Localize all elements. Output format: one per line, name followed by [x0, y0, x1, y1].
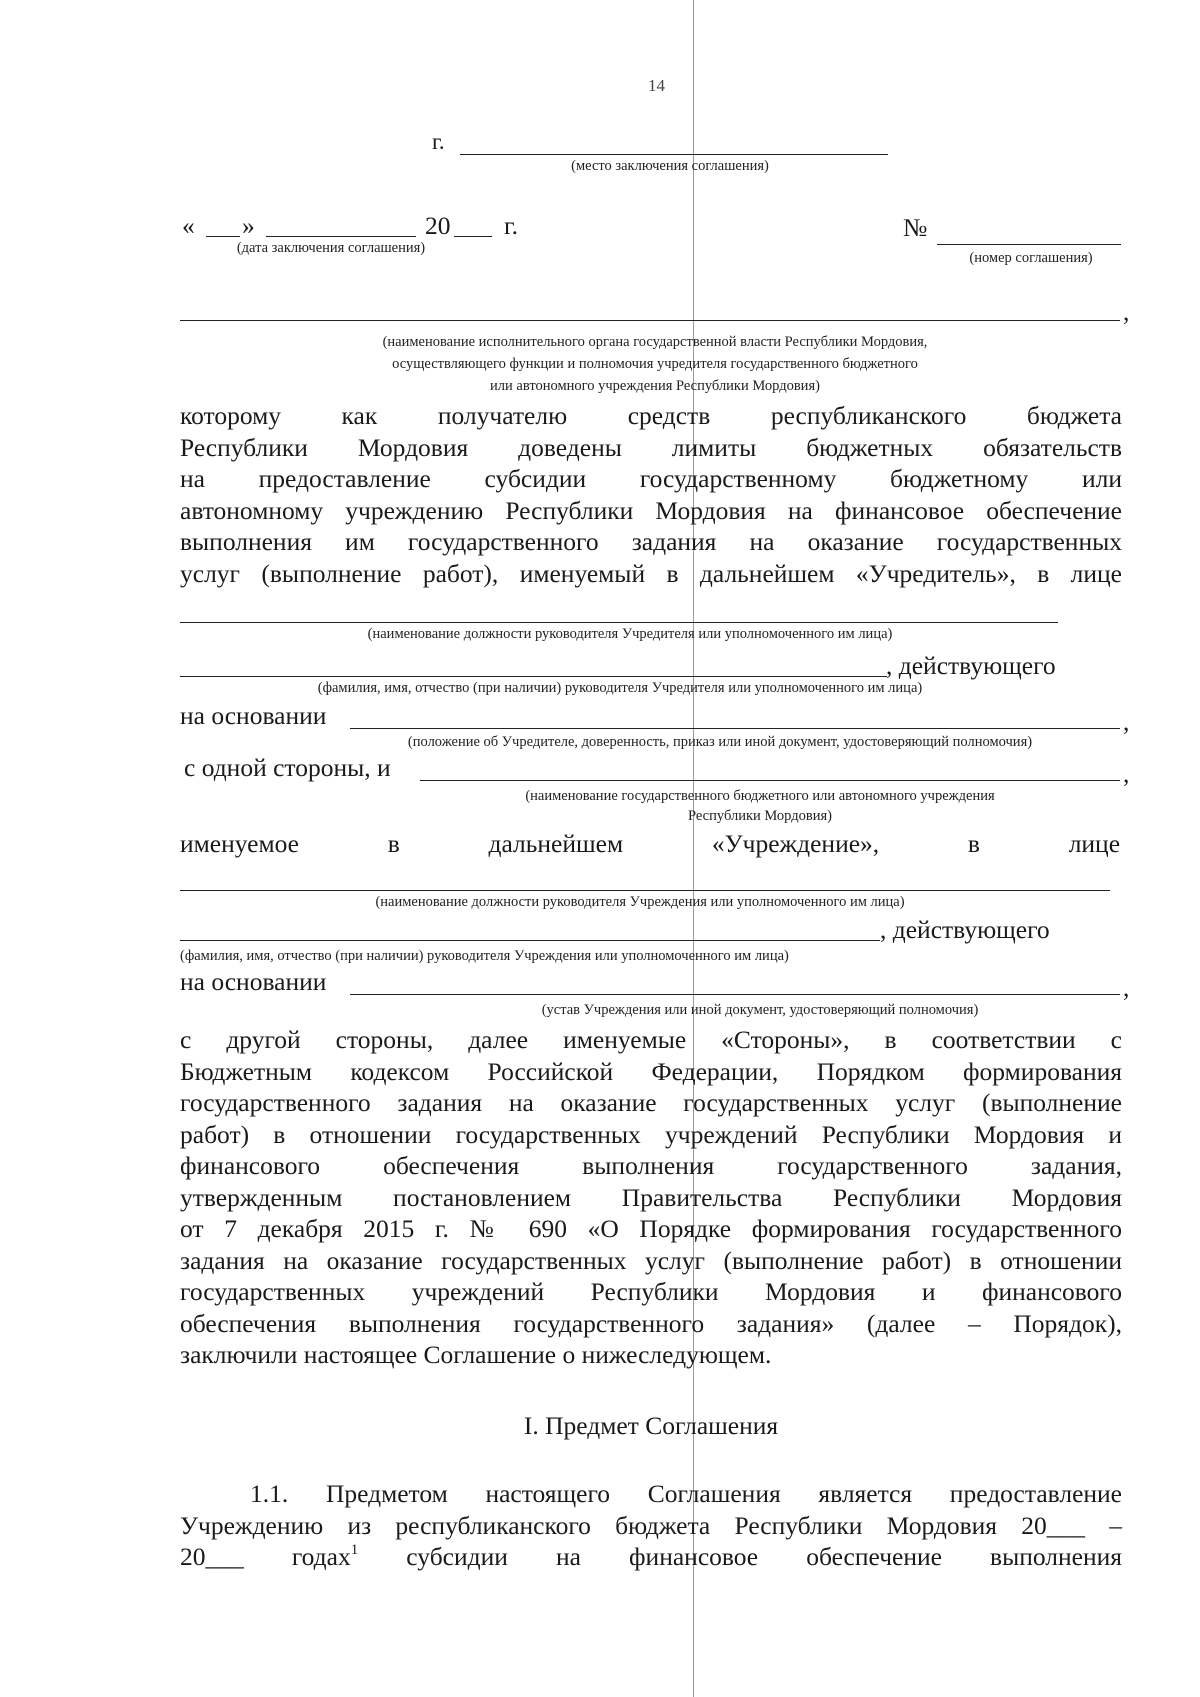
institution-name-caption: (фамилия, имя, отчество (при наличии) руководителя Учреждения или уполномоченного им лица) [180, 948, 789, 964]
text-line: задания на оказание государственных услуг (выполнение работ) в отношении [180, 1245, 1122, 1275]
place-caption: (место заключения соглашения) [571, 158, 769, 174]
founder-authority-caption-1: (наименование исполнительного органа государственной власти Республики Мордовия, [382, 334, 928, 350]
section-title: I. Предмет Соглашения [523, 1411, 779, 1440]
city-prefix: г. [432, 129, 445, 154]
founder-authority-caption-2: осуществляющего функции и полномочия учредителя государственного бюджетного [392, 356, 918, 372]
text-line: выполнения им государственного задания на оказание государственных [180, 527, 1122, 556]
text-line: 1.1. Предметом настоящего Соглашения является предоставление [250, 1479, 1122, 1508]
date-year-line [454, 236, 492, 237]
founder-authority-line [180, 320, 1120, 321]
text-line: от 7 декабря 2015 г. № 690 «О Порядке формирования государственного [180, 1214, 1122, 1243]
founder-name-line [180, 676, 887, 677]
institution-position-caption: (наименование должности руководителя Учреждения или уполномоченного им лица) [375, 894, 905, 910]
institution-head-name-line [180, 940, 880, 941]
text-line: Республики Мордовия доведены лимиты бюджетных обязательств [180, 432, 1122, 462]
text-line: которому как получателю средств республиканского бюджета [180, 401, 1122, 430]
text-line: государственных учреждений Республики Мордовия и финансового [180, 1277, 1122, 1306]
footnote-mark: 1 [350, 1542, 359, 1558]
founder-name-caption: (фамилия, имя, отчество (при наличии) руководителя Учредителя или уполномоченного им лица) [317, 680, 923, 696]
founder-basis-caption: (положение об Учредителе, доверенность, приказ или иной документ, удостоверяющий полномочия) [407, 734, 1033, 750]
text-line: работ) в отношении государственных учреждений Республики Мордовия и [180, 1119, 1122, 1149]
text-line: государственного задания на оказание государственных услуг (выполнение [180, 1088, 1122, 1117]
institution-acting-text: , действующего [880, 915, 1050, 944]
institution-caption-2: Республики Мордовия) [688, 808, 832, 824]
date-close-quote: » [242, 211, 255, 240]
place-line [460, 154, 888, 155]
text-word: лице [1068, 829, 1121, 858]
text-line: финансового обеспечения выполнения государственного задания, [180, 1151, 1122, 1180]
institution-name-comma: , [1123, 759, 1130, 788]
text-line: Учреждению из республиканского бюджета Республики Мордовия 20___ – [180, 1510, 1122, 1540]
founder-position-line [180, 622, 1058, 623]
text-word: в [387, 829, 400, 858]
founder-basis-label: на основании [180, 701, 327, 730]
text-word: дальнейшем [488, 829, 624, 858]
institution-basis-comma: , [1123, 973, 1130, 1002]
date-open-quote: « [182, 211, 195, 240]
institution-named-line [180, 828, 1120, 860]
text-line [180, 1541, 1122, 1573]
institution-basis-label: на основании [180, 967, 327, 996]
date-caption: (дата заключения соглашения) [236, 240, 426, 256]
text-word: в [967, 829, 980, 858]
years-text: 20___ годах [180, 1542, 351, 1571]
text-line: на предоставление субсидии государственному бюджетному или [180, 464, 1122, 493]
text-line: обеспечения выполнения государственного задания» (далее – Порядок), [180, 1308, 1122, 1338]
date-year-suffix: г. [504, 211, 518, 240]
one-side-text: с одной стороны, и [184, 753, 391, 782]
clause-rest-text: субсидии на финансовое обеспечение выполнения [358, 1542, 1122, 1571]
founder-position-caption: (наименование должности руководителя Учредителя или уполномоченного им лица) [367, 626, 893, 642]
founder-basis-comma: , [1123, 707, 1130, 736]
text-word: именуемое [180, 829, 299, 858]
founder-body-paragraph [180, 400, 1122, 589]
parties-paragraph [180, 1024, 1122, 1371]
date-year-prefix: 20 [425, 211, 451, 240]
text-word: «Учреждение», [711, 829, 880, 858]
institution-basis-caption: (устав Учреждения или иной документ, удостоверяющий полномочия) [541, 1002, 979, 1018]
institution-basis-line [350, 994, 1120, 995]
founder-basis-line [350, 728, 1120, 729]
founder-acting-text: , действующего [886, 651, 1056, 680]
text-line: утвержденным постановлением Правительства Республики Мордовия [180, 1182, 1122, 1212]
date-day-line [206, 236, 240, 237]
founder-authority-comma: , [1123, 297, 1130, 326]
text-line: автономному учреждению Республики Мордовия на финансовое обеспечение [180, 495, 1122, 525]
founder-authority-caption-3: или автономного учреждения Республики Мордовия) [490, 378, 820, 394]
institution-position-line [180, 890, 1110, 891]
number-sign: № [903, 213, 928, 242]
institution-name-line [420, 780, 1120, 781]
page-number: 14 [648, 76, 665, 95]
text-line: Бюджетным кодексом Российской Федерации, Порядком формирования [180, 1056, 1122, 1086]
number-caption: (номер соглашения) [969, 250, 1093, 266]
date-month-line [266, 236, 416, 237]
text-line: с другой стороны, далее именуемые «Стороны», в соответствии с [180, 1025, 1122, 1054]
institution-caption-1: (наименование государственного бюджетного или автономного учреждения [525, 788, 995, 804]
clause-1-1 [180, 1478, 1122, 1573]
number-line [937, 244, 1121, 245]
text-line: услуг (выполнение работ), именуемый в дальнейшем «Учредитель», в лице [180, 558, 1122, 588]
text-line: заключили настоящее Соглашение о нижеследующем. [180, 1340, 772, 1369]
